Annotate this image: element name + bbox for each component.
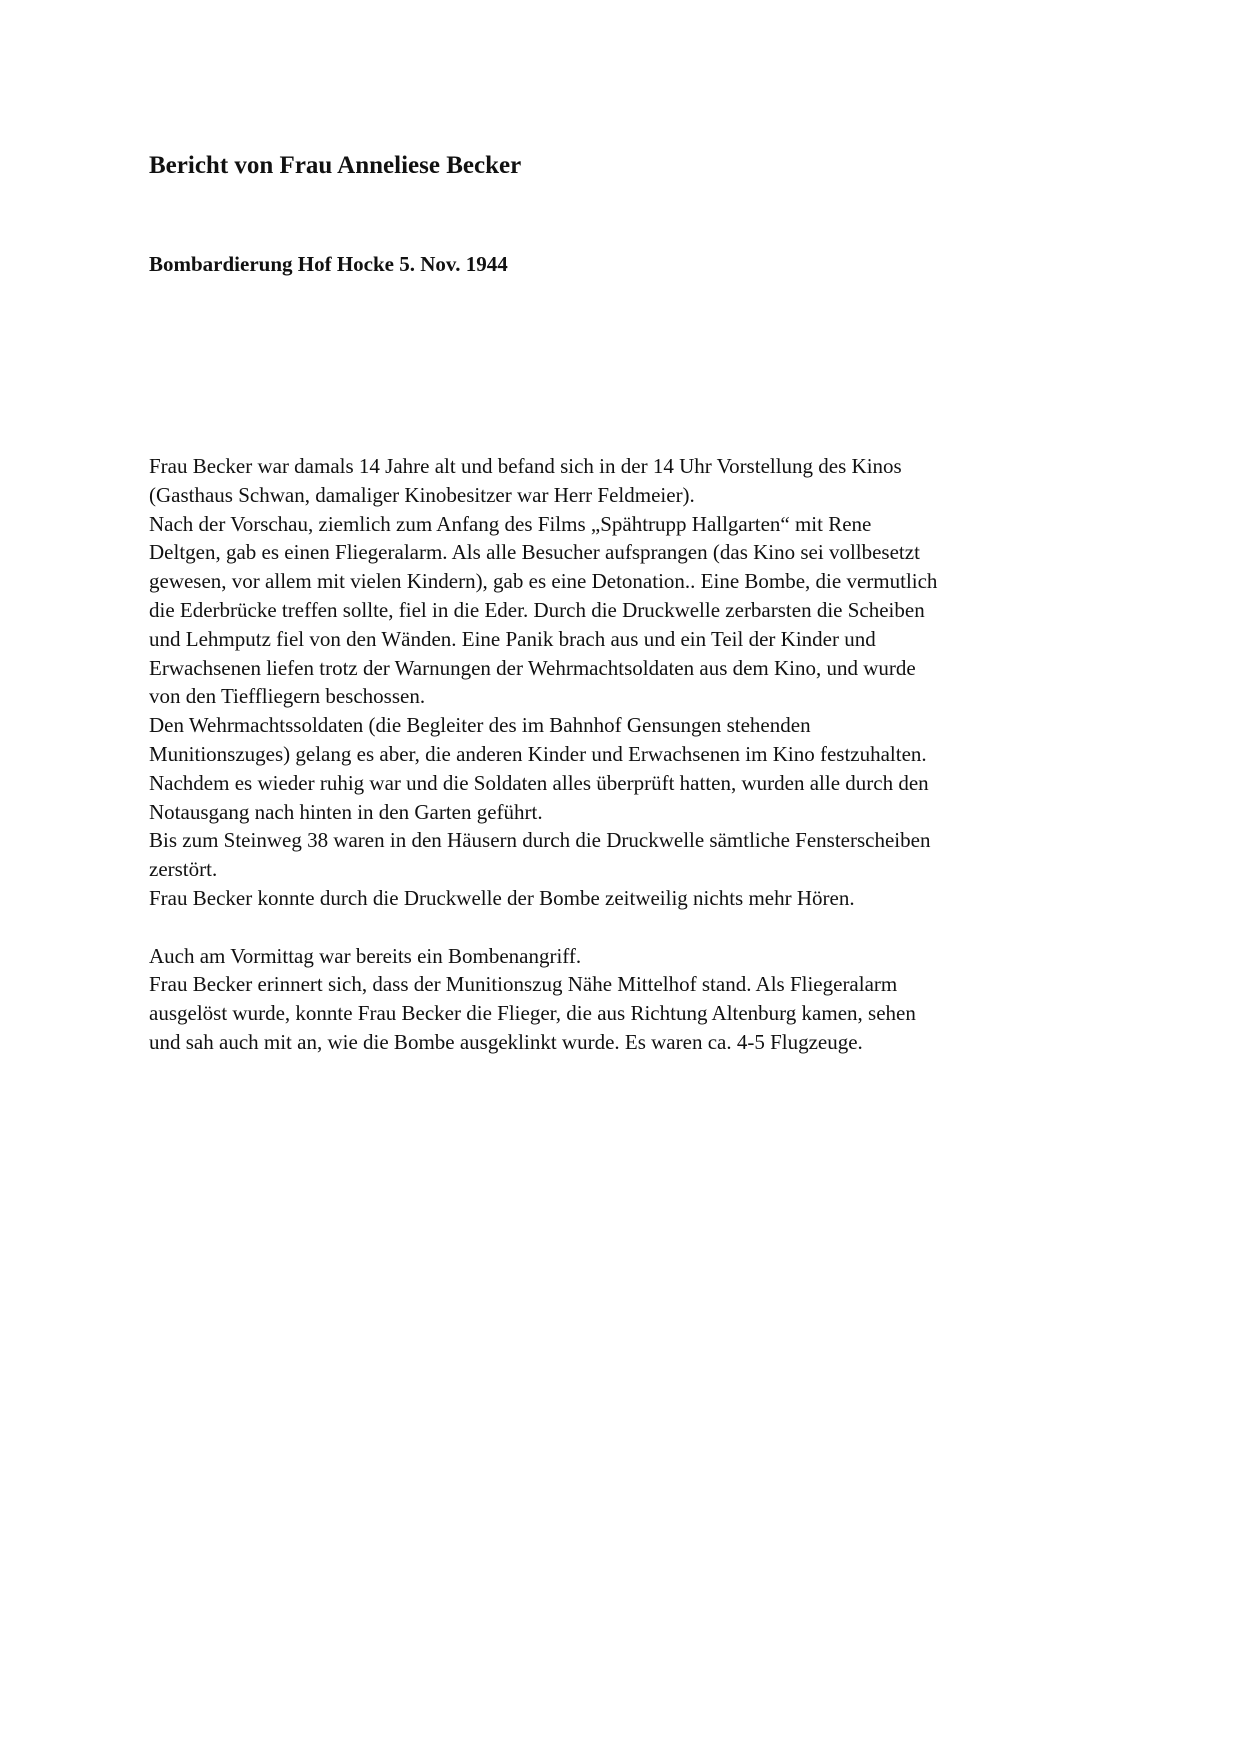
text-line: zerstört. (149, 857, 218, 882)
text-line: Frau Becker war damals 14 Jahre alt und befand sich in der 14 Uhr Vorstellung des Kinos (149, 454, 902, 478)
text-line: Nachdem es wieder ruhig war und die Soldaten alles überprüft hatten, wurden alle durch den (149, 770, 929, 795)
text-line: (Gasthaus Schwan, damaliger Kinobesitzer war Herr Feldmeier). (149, 482, 695, 507)
text-line: die Ederbrücke treffen sollte, fiel in die Eder. Durch die Druckwelle zerbarsten die Scheiben (149, 597, 925, 622)
report-body (149, 452, 1149, 1057)
text-line: Frau Becker konnte durch die Druckwelle der Bombe zeitweilig nichts mehr Hören. (149, 885, 855, 910)
text-line: Munitionszuges) gelang es aber, die anderen Kinder und Erwachsenen im Kino festzuhalten. (149, 741, 927, 766)
text-line: Nach der Vorschau, ziemlich zum Anfang des Films „Spähtrupp Hallgarten“ mit Rene (149, 511, 872, 536)
text-line: Frau Becker erinnert sich, dass der Munitionszug Nähe Mittelhof stand. Als Fliegeralarm (149, 972, 898, 997)
text-line: Bis zum Steinweg 38 waren in den Häusern durch die Druckwelle sämtliche Fensterscheiben (149, 828, 931, 853)
text-line: Auch am Vormittag war bereits ein Bombenangriff. (149, 943, 582, 968)
text-line: Den Wehrmachtssoldaten (die Begleiter des im Bahnhof Gensungen stehenden (149, 713, 811, 738)
text-line: Erwachsenen liefen trotz der Warnungen der Wehrmachtsoldaten aus dem Kino, und wurde (149, 655, 916, 680)
text-line: von den Tieffliegern beschossen. (149, 684, 426, 709)
text-line: gewesen, vor allem mit vielen Kindern), gab es eine Detonation.. Eine Bombe, die vermutlich (149, 569, 938, 594)
text-line: ausgelöst wurde, konnte Frau Becker die Flieger, die aus Richtung Altenburg kamen, sehen (149, 1001, 916, 1026)
text-line: Deltgen, gab es einen Fliegeralarm. Als alle Besucher aufsprangen (das Kino sei vollbesetzt (149, 540, 920, 565)
text-line: und Lehmputz fiel von den Wänden. Eine Panik brach aus und ein Teil der Kinder und (149, 626, 876, 651)
text-line: Notausgang nach hinten in den Garten geführt. (149, 799, 543, 824)
paragraph-spacer (149, 913, 1149, 942)
document-subtitle: Bombardierung Hof Hocke 5. Nov. 1944 (149, 252, 508, 276)
text-line: und sah auch mit an, wie die Bombe ausgeklinkt wurde. Es waren ca. 4-5 Flugzeuge. (149, 1029, 863, 1054)
document-title: Bericht von Frau Anneliese Becker (149, 152, 522, 179)
